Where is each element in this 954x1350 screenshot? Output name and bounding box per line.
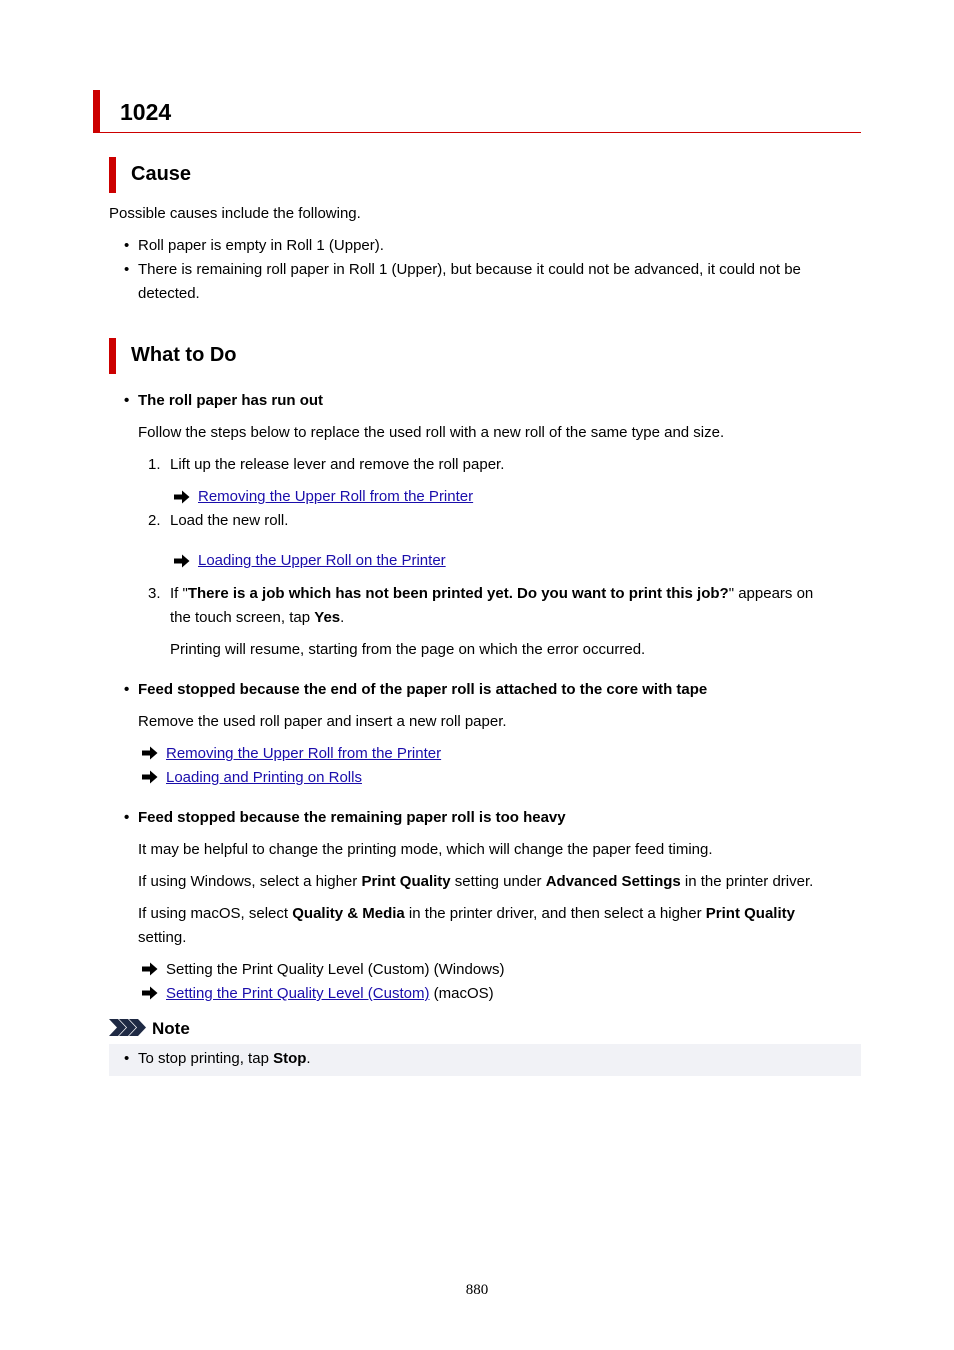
- cause-item-1: Roll paper is empty in Roll 1 (Upper).: [138, 237, 384, 254]
- loading-printing-rolls-link[interactable]: Loading and Printing on Rolls: [166, 769, 362, 786]
- sec3-p1: It may be helpful to change the printing mode, which will change the paper feed timing.: [138, 841, 713, 858]
- bullet: •: [124, 392, 130, 409]
- note-label: Note: [152, 1019, 190, 1038]
- page-title-bar: [93, 90, 861, 133]
- step-number: 2.: [148, 512, 161, 529]
- arrow-right-icon: [142, 746, 158, 760]
- what-to-do-heading-bar: [109, 338, 309, 374]
- sec3-p3: If using macOS, select Quality & Media in the printer driver, and then select a higher Print Quality: [138, 905, 795, 922]
- cause-item-2: There is remaining roll paper in Roll 1 (Upper), but because it could not be advanced, it could not be: [138, 261, 801, 278]
- sec3-p3-cont: setting.: [138, 929, 187, 946]
- print-quality-windows-ref: Setting the Print Quality Level (Custom) (Windows): [166, 961, 505, 978]
- removing-upper-roll-link[interactable]: Removing the Upper Roll from the Printer: [166, 745, 442, 762]
- sec2-intro: Remove the used roll paper and insert a new roll paper.: [138, 713, 507, 730]
- step-1-text: Lift up the release lever and remove the roll paper.: [170, 456, 505, 473]
- print-quality-macos-ref: Setting the Print Quality Level (Custom) (macOS): [166, 985, 494, 1002]
- step-3-text-cont: the touch screen, tap Yes.: [170, 609, 345, 626]
- cause-heading-bar: [109, 157, 309, 193]
- page-number: 880: [465, 1282, 489, 1298]
- arrow-right-icon: [174, 554, 190, 568]
- step-number: 1.: [148, 456, 161, 473]
- sec1-intro: Follow the steps below to replace the used roll with a new roll of the same type and size.: [138, 424, 725, 441]
- step-3-note: Printing will resume, starting from the page on which the error occurred.: [170, 641, 646, 658]
- sec2-title: Feed stopped because the end of the paper roll is attached to the core with tape: [138, 681, 708, 698]
- what-to-do-heading: What to Do: [131, 344, 237, 366]
- sec1-title: The roll paper has run out: [138, 392, 324, 409]
- sec3-title: Feed stopped because the remaining paper roll is too heavy: [138, 809, 566, 826]
- step-number: 3.: [148, 585, 161, 602]
- note-chevrons-icon: [109, 1019, 147, 1036]
- cause-intro: Possible causes include the following.: [109, 205, 361, 222]
- arrow-right-icon: [142, 986, 158, 1000]
- page-title: 1024: [120, 99, 172, 125]
- cause-item-2-cont: detected.: [138, 285, 200, 302]
- arrow-right-icon: [174, 490, 190, 504]
- step-2-text: Load the new roll.: [170, 512, 289, 529]
- note-text: To stop printing, tap Stop.: [138, 1050, 311, 1067]
- bullet: •: [124, 261, 130, 278]
- bullet: •: [124, 681, 130, 698]
- loading-upper-roll-link[interactable]: Loading the Upper Roll on the Printer: [198, 552, 446, 569]
- print-quality-custom-link[interactable]: Setting the Print Quality Level (Custom): [166, 985, 430, 1002]
- removing-upper-roll-link[interactable]: Removing the Upper Roll from the Printer: [198, 488, 474, 505]
- arrow-right-icon: [142, 962, 158, 976]
- arrow-right-icon: [142, 770, 158, 784]
- step-3-text: If "There is a job which has not been printed yet. Do you want to print this job?" appears on: [170, 585, 814, 602]
- bullet: •: [124, 237, 130, 254]
- cause-heading: Cause: [131, 163, 192, 185]
- bullet: •: [124, 1050, 130, 1067]
- sec3-p2: If using Windows, select a higher Print Quality setting under Advanced Settings in the printer driver.: [138, 873, 814, 890]
- bullet: •: [124, 809, 130, 826]
